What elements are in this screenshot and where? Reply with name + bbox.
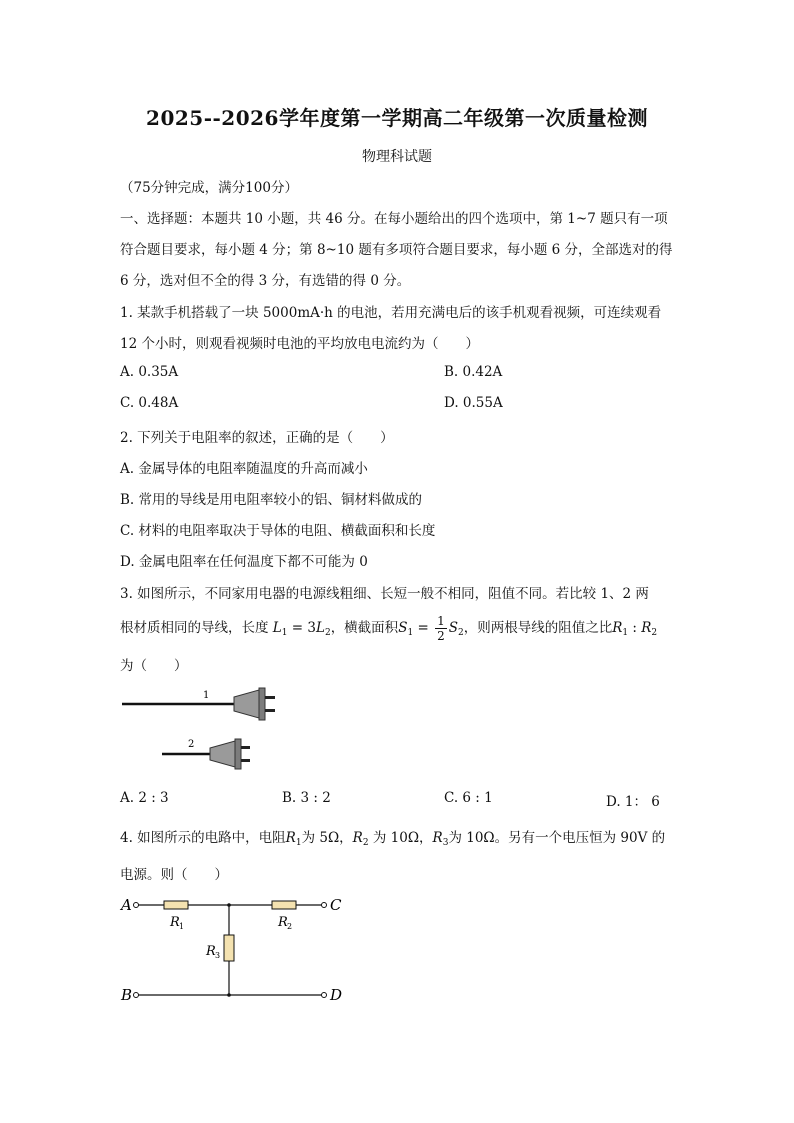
q3-L2: L — [315, 620, 325, 636]
q3-L2-sub: 2 — [324, 628, 331, 638]
terminal-c — [322, 903, 327, 908]
section-instructions-line2: 符合题目要求，每小题 4 分；第 8~10 题有多项符合题目要求，每小题 6 分，全部选对的得 — [120, 242, 673, 258]
q2-option-b: B. 常用的导线是用电阻率较小的铝、铜材料做成的 — [120, 492, 423, 508]
q3-R1-sub: 1 — [622, 628, 629, 638]
q3-eq1: = 3 — [287, 620, 316, 636]
q3-L1: L — [272, 620, 282, 636]
terminal-a — [134, 903, 139, 908]
q3-S2-sub: 2 — [457, 628, 464, 638]
node-a-label: A — [121, 896, 132, 914]
q3-frac-num: 1 — [437, 614, 445, 628]
q3-eq2: = — [413, 620, 434, 636]
r2-label: R — [278, 915, 288, 930]
plug-1-body — [234, 690, 259, 718]
plug-1-pin-top — [265, 696, 275, 699]
r3-label-sub: 3 — [215, 951, 221, 960]
q3-option-b: B. 3 : 2 — [282, 790, 331, 806]
terminal-d — [322, 993, 327, 998]
q1-stem-line2: 12 个小时，则观看视频时电池的平均放电电流约为（ ） — [120, 336, 479, 352]
q4-stem-line2: 电源。则（ ） — [120, 867, 228, 883]
q3-text-a: 根材质相同的导线，长度 — [120, 620, 269, 636]
plug-1-head — [259, 688, 265, 720]
plug-2-body — [210, 741, 235, 767]
q3-R2-sub: 2 — [651, 628, 658, 638]
node-d-label: D — [330, 986, 343, 1004]
plug-2-head — [235, 739, 241, 769]
q4-R1: R — [285, 830, 296, 846]
q3-S1-sub: 1 — [407, 628, 414, 638]
q4-R2: R — [352, 830, 363, 846]
q3-colon: : — [628, 620, 642, 636]
q4-R2-sub: 2 — [362, 838, 369, 848]
q3-text-c: ，则两根导线的阻值之比 — [463, 620, 613, 636]
q1-option-b: B. 0.42A — [444, 364, 503, 380]
q1-option-c: C. 0.48A — [120, 395, 179, 411]
q3-stem-line3: 为（ ） — [120, 658, 188, 674]
section-instructions-line1: 一、选择题：本题共 10 小题，共 46 分。在每小题给出的四个选项中，第 1~7 题只有一项 — [120, 211, 668, 227]
q3-stem-line1: 3. 如图所示，不同家用电器的电源线粗细、长短一般不相同，阻值不同。若比较 1、2 两 — [120, 586, 649, 602]
q3-option-d: D. 1： 6 — [606, 794, 660, 810]
q4-R3-sub: 3 — [442, 838, 449, 848]
q2-option-a: A. 金属导体的电阻率随温度的升高而减小 — [120, 461, 368, 477]
q3-text-b: ，横截面积 — [330, 620, 399, 636]
resistor-r2 — [272, 901, 296, 909]
q2-option-d: D. 金属电阻率在任何温度下都不可能为 0 — [120, 554, 368, 570]
q3-frac-den: 2 — [437, 629, 445, 643]
r3-label: R — [206, 944, 216, 959]
plug-2-pin-top — [241, 746, 250, 749]
plug-2-pin-bottom — [241, 759, 250, 762]
page-subtitle: 物理科试题 — [362, 149, 432, 165]
q4-text-d: 为 10Ω。另有一个电压恒为 90V 的 — [448, 830, 666, 846]
q4-text-b: 为 5Ω， — [301, 830, 353, 846]
page-title: 2025--2026学年度第一学期高二年级第一次质量检测 — [146, 106, 648, 130]
time-note: （75分钟完成，满分100分） — [120, 180, 298, 196]
q3-L1-sub: 1 — [281, 628, 288, 638]
node-c-label: C — [330, 896, 342, 914]
q3-option-a: A. 2 : 3 — [120, 790, 169, 806]
wire-1-label: 1 — [203, 690, 210, 701]
circuit-diagram — [118, 890, 358, 1010]
node-b-label: B — [121, 986, 133, 1004]
q2-option-c: C. 材料的电阻率取决于导体的电阻、横截面积和长度 — [120, 523, 436, 539]
q1-stem-line1: 1. 某款手机搭载了一块 5000mA·h 的电池，若用充满电后的该手机观看视频，可连续观看 — [120, 305, 662, 321]
q3-fraction — [435, 614, 447, 643]
q1-option-a: A. 0.35A — [120, 364, 179, 380]
plug-figure — [118, 684, 288, 774]
q2-stem: 2. 下列关于电阻率的叙述，正确的是（ ） — [120, 430, 394, 446]
q4-R1-sub: 1 — [295, 838, 302, 848]
q4-R3: R — [432, 830, 443, 846]
q4-text-c: 为 10Ω， — [368, 830, 433, 846]
plug-1-pin-bottom — [265, 709, 275, 712]
terminal-b — [134, 993, 139, 998]
q3-stem-line2 — [120, 614, 657, 643]
q3-R1: R — [612, 620, 623, 636]
section-instructions-line3: 6 分，选对但不全的得 3 分，有选错的得 0 分。 — [120, 273, 411, 289]
q3-S1: S — [398, 620, 408, 636]
r1-label: R — [170, 915, 180, 930]
wire-2-label: 2 — [188, 739, 195, 750]
resistor-r1 — [164, 901, 188, 909]
q3-option-c: C. 6 : 1 — [444, 790, 493, 806]
q3-S2: S — [448, 620, 458, 636]
resistor-r3 — [224, 935, 234, 961]
q1-option-d: D. 0.55A — [444, 395, 503, 411]
q4-stem-line1 — [120, 826, 665, 848]
q3-R2: R — [641, 620, 652, 636]
r1-label-sub: 1 — [179, 922, 185, 931]
q4-text-a: 4. 如图所示的电路中，电阻 — [120, 830, 286, 846]
r2-label-sub: 2 — [287, 922, 293, 931]
